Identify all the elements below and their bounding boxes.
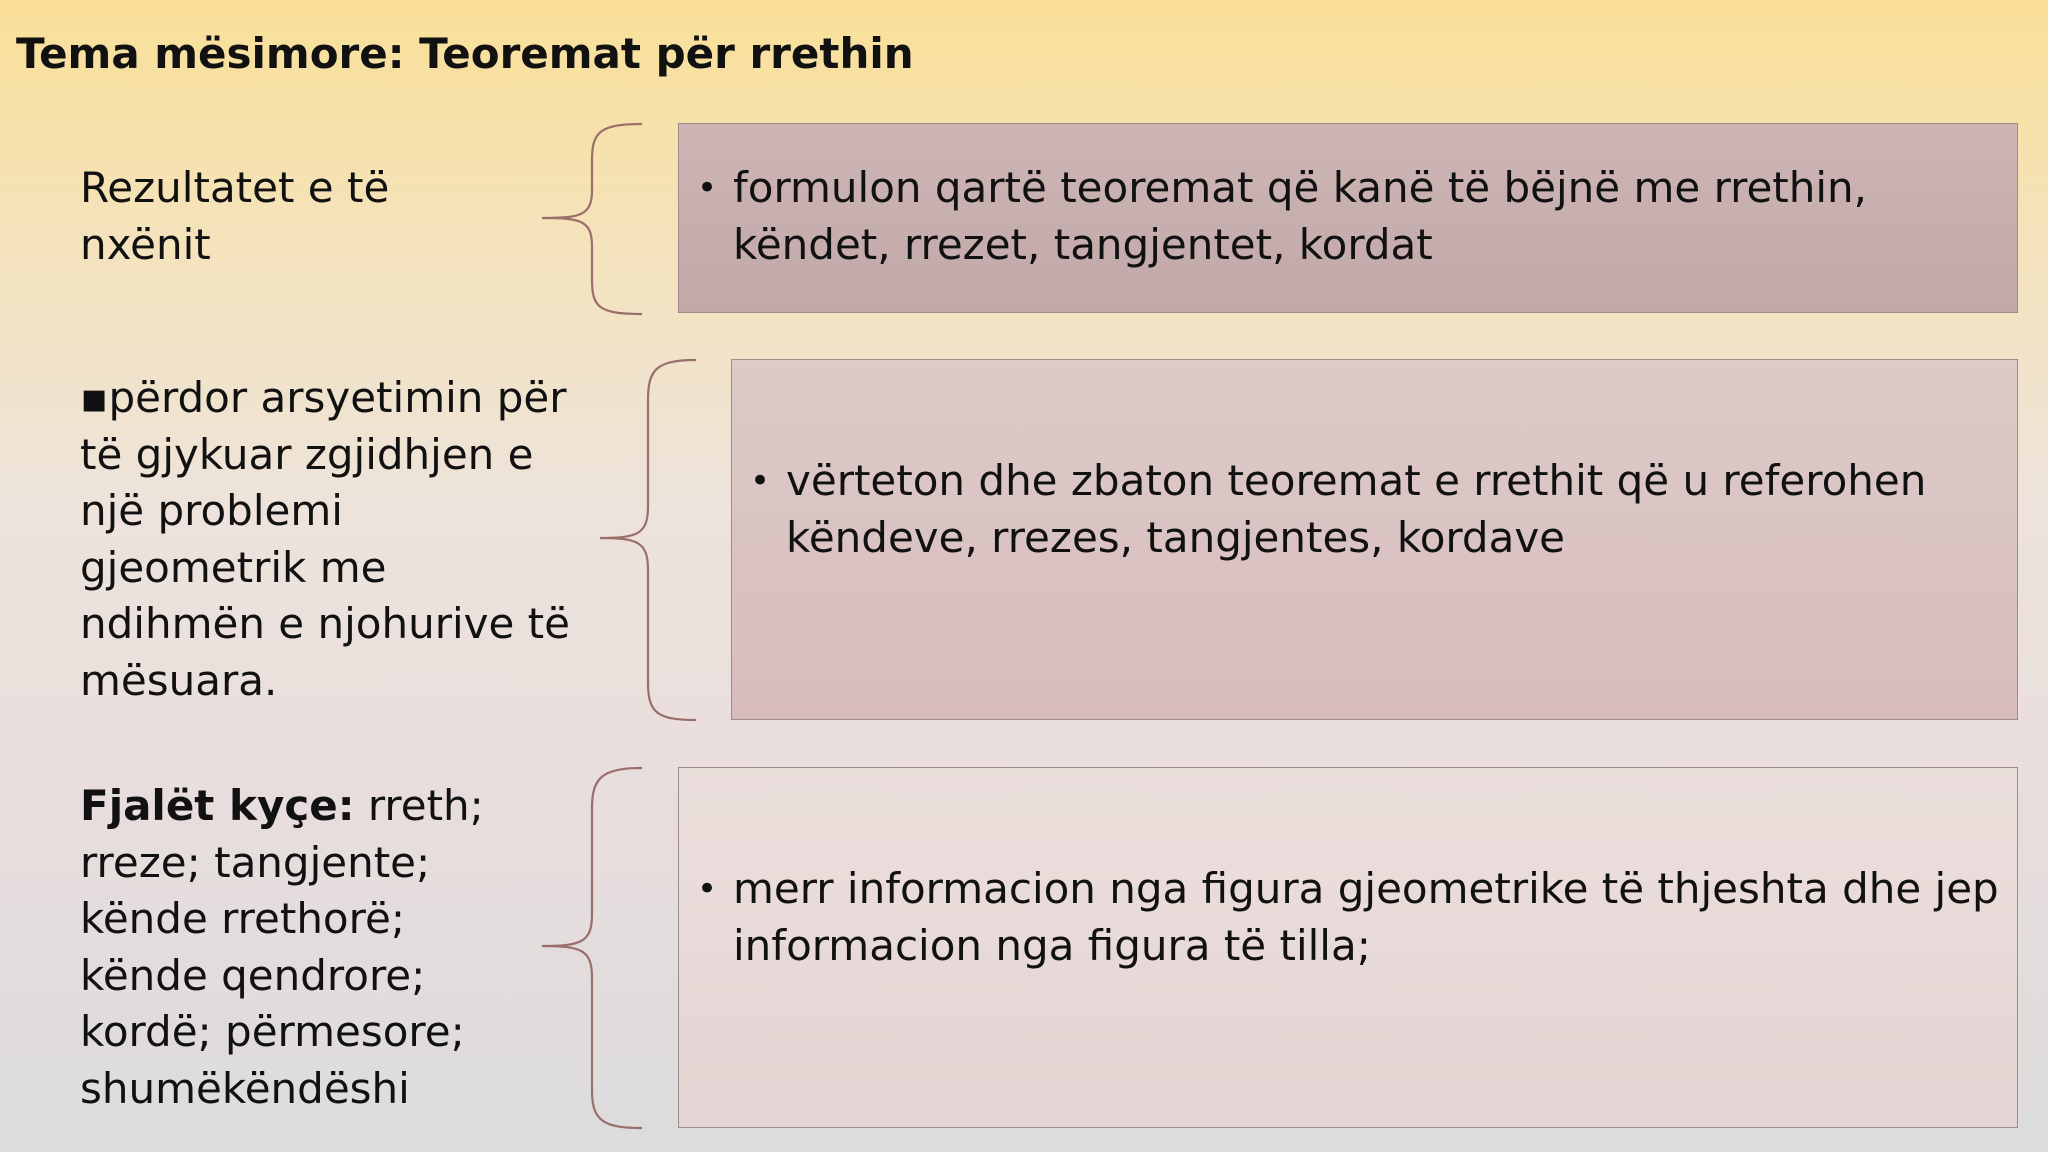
curly-brace-3 <box>530 764 650 1134</box>
curly-brace-1 <box>530 120 650 320</box>
left-line: një problemi <box>80 486 343 535</box>
bullet-icon: • <box>697 168 718 208</box>
title-label: Tema mësimore: <box>16 29 405 78</box>
bullet-text <box>786 453 1926 566</box>
left-line: Rezultatet e të <box>80 163 390 212</box>
outcome-box-3 <box>678 767 2018 1128</box>
left-line: kënde rrethorë; <box>80 894 405 943</box>
bullet-line: këndeve, rrezes, tangjentes, kordave <box>786 512 1566 562</box>
bullet-icon: • <box>750 461 771 501</box>
left-line: nxënit <box>80 219 211 269</box>
left-line: të gjykuar zgjidhjen e <box>80 429 534 479</box>
learning-outcomes-label <box>80 160 389 273</box>
keywords-block <box>80 778 484 1117</box>
left-line: ndihmën e njohurive të <box>80 599 570 648</box>
outcome-box-1 <box>678 123 2018 313</box>
reasoning-outcome-text <box>80 370 570 709</box>
bullet-text <box>733 861 1999 974</box>
left-line: rreze; tangjente; <box>80 837 431 887</box>
bullet-line: formulon qartë teoremat që kanë të bëjnë me rrethin, <box>733 163 1868 212</box>
left-line: ▪përdor arsyetimin për <box>80 373 567 422</box>
bullet-icon: • <box>697 869 718 909</box>
bullet-item <box>750 453 1926 566</box>
bullet-line: informacion nga figura të tilla; <box>733 920 1371 970</box>
bullet-line: merr informacion nga figura gjeometrike të thjeshta dhe jep <box>733 864 1999 913</box>
keywords-label: Fjalët kyçe: <box>80 781 355 830</box>
bullet-item <box>697 861 1999 974</box>
bullet-text <box>733 160 1867 273</box>
left-line: kënde qendrore; <box>80 950 426 1000</box>
keyword-text: rreth; <box>354 781 484 830</box>
bullet-line: vërteton dhe zbaton teoremat e rrethit që u referohen <box>786 456 1927 505</box>
slide-title <box>16 26 914 82</box>
left-line <box>80 778 484 835</box>
title-topic: Teoremat për rrethin <box>404 29 914 78</box>
left-line: gjeometrik me <box>80 542 387 592</box>
outcome-box-2 <box>731 359 2018 720</box>
bullet-item <box>697 160 1867 273</box>
bullet-line: këndet, rrezet, tangjentet, kordat <box>733 219 1433 269</box>
curly-brace-2 <box>590 356 710 726</box>
left-line: mësuara. <box>80 655 278 705</box>
left-line: shumëkëndëshi <box>80 1063 410 1113</box>
left-line: kordë; përmesore; <box>80 1007 465 1056</box>
